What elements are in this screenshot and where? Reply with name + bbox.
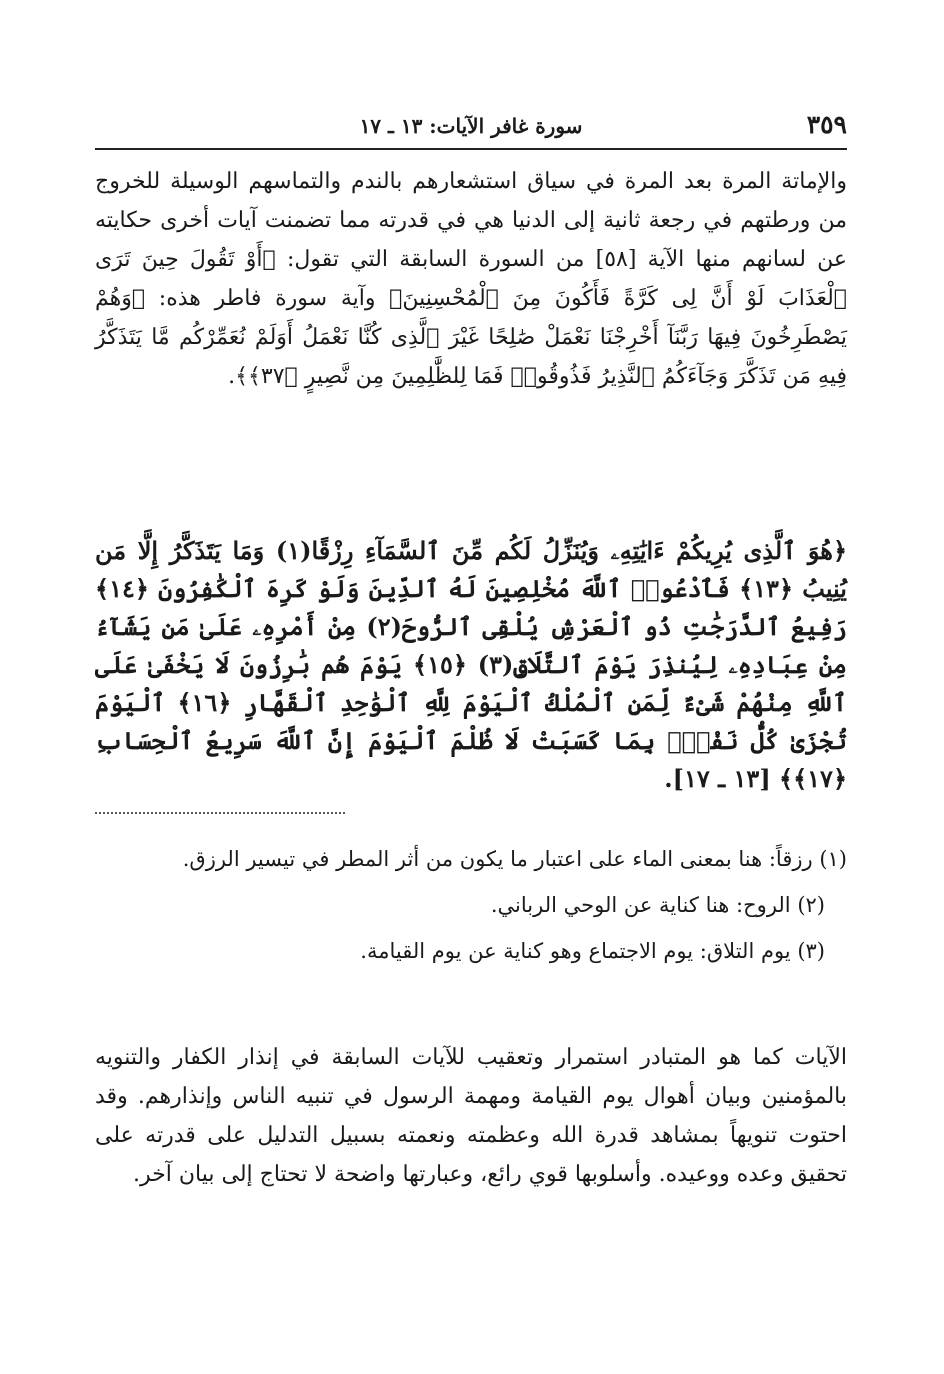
footnote-3: (٣) يوم التلاق: يوم الاجتماع وهو كناية عن يوم القيامة.	[360, 939, 825, 963]
footnotes	[95, 840, 847, 978]
page-header	[95, 100, 847, 150]
footnote-1: (١) رزقاً: هنا بمعنى الماء على اعتبار ما يكون من أثر المطر في تيسير الرزق.	[182, 847, 847, 871]
footnote-separator	[95, 812, 345, 814]
quran-passage: ﴿هُوَ ٱلَّذِى يُرِيكُمْ ءَايَٰتِهِۦ وَيُنَزِّلُ لَكُم مِّنَ ٱلسَّمَآءِ رِزْقًا(١) وَمَا يَتَذَكَّرُ إِلَّا مَن يُنِيبُ ﴿١٣﴾ فَٱدْعُوا۟ ٱللَّهَ مُخْلِصِينَ لَهُ ٱلدِّينَ وَلَوْ كَرِهَ ٱلْكَٰفِرُونَ ﴿١٤﴾ رَفِيعُ ٱلدَّرَجَٰتِ ذُو ٱلْعَرْشِ يُلْقِى ٱلرُّوحَ(٢) مِنْ أَمْرِهِۦ عَلَىٰ مَن يَشَآءُ مِنْ عِبَادِهِۦ لِيُنذِرَ يَوْمَ ٱلتَّلَاقِ(٣) ﴿١٥﴾ يَوْمَ هُم بَٰرِزُونَ لَا يَخْفَىٰ عَلَى ٱللَّهِ مِنْهُمْ شَىْءٌ لِّمَنِ ٱلْمُلْكُ ٱلْيَوْمَ لِلَّهِ ٱلْوَٰحِدِ ٱلْقَهَّارِ ﴿١٦﴾ ٱلْيَوْمَ تُجْزَىٰ كُلُّ نَفْسٍۭ بِمَا كَسَبَتْ لَا ظُلْمَ ٱلْيَوْمَ إِنَّ ٱللَّهَ سَرِيعُ ٱلْحِسَابِ ﴿١٧﴾﴾ [١٣ ـ ١٧].	[95, 536, 848, 793]
intro-paragraph: والإماتة المرة بعد المرة في سياق استشعارهم بالندم والتماسهم الوسيلة للخروج من ورطتهم في رجعة ثانية إلى الدنيا هي في قدرته مما تضمنت آيات أخرى حكايته عن لسانهم منها الآية [٥٨] من السورة السابقة التي تقول: ﴿أَوْ تَقُولَ حِينَ تَرَى ٱلْعَذَابَ لَوْ أَنَّ لِى كَرَّةً فَأَكُونَ مِنَ ٱلْمُحْسِنِينَ﴾ وآية سورة فاطر هذه: ﴿وَهُمْ يَصْطَرِخُونَ فِيهَا رَبَّنَآ أَخْرِجْنَا نَعْمَلْ صَٰلِحًا غَيْرَ ٱلَّذِى كُنَّا نَعْمَلُ أَوَلَمْ نُعَمِّرْكُم مَّا يَتَذَكَّرُ فِيهِ مَن تَذَكَّرَ وَجَآءَكُمُ ٱلنَّذِيرُ فَذُوقُوا۟ فَمَا لِلظَّٰلِمِينَ مِن نَّصِيرٍ ﴿٣٧﴾﴾.	[95, 169, 848, 389]
running-title: سورة غافر الآيات: ١٣ ـ ١٧	[359, 114, 583, 138]
book-page	[95, 100, 847, 1300]
commentary-paragraph: الآيات كما هو المتبادر استمرار وتعقيب للآيات السابقة في إنذار الكفار والتنويه بالمؤمنين وبيان أهوال يوم القيامة ومهمة الرسول في تنبيه الناس وإنذارهم. وقد احتوت تنويهاً بمشاهد قدرة الله وعظمته ونعمته بسبيل التدليل على قدرته على تحقيق وعده ووعيده. وأسلوبها قوي رائع، وعبارتها واضحة لا تحتاج إلى بيان آخر.	[95, 1045, 847, 1187]
footnote-2: (٢) الروح: هنا كناية عن الوحي الرباني.	[490, 893, 825, 917]
page-number: ٣٥٩	[806, 110, 847, 139]
